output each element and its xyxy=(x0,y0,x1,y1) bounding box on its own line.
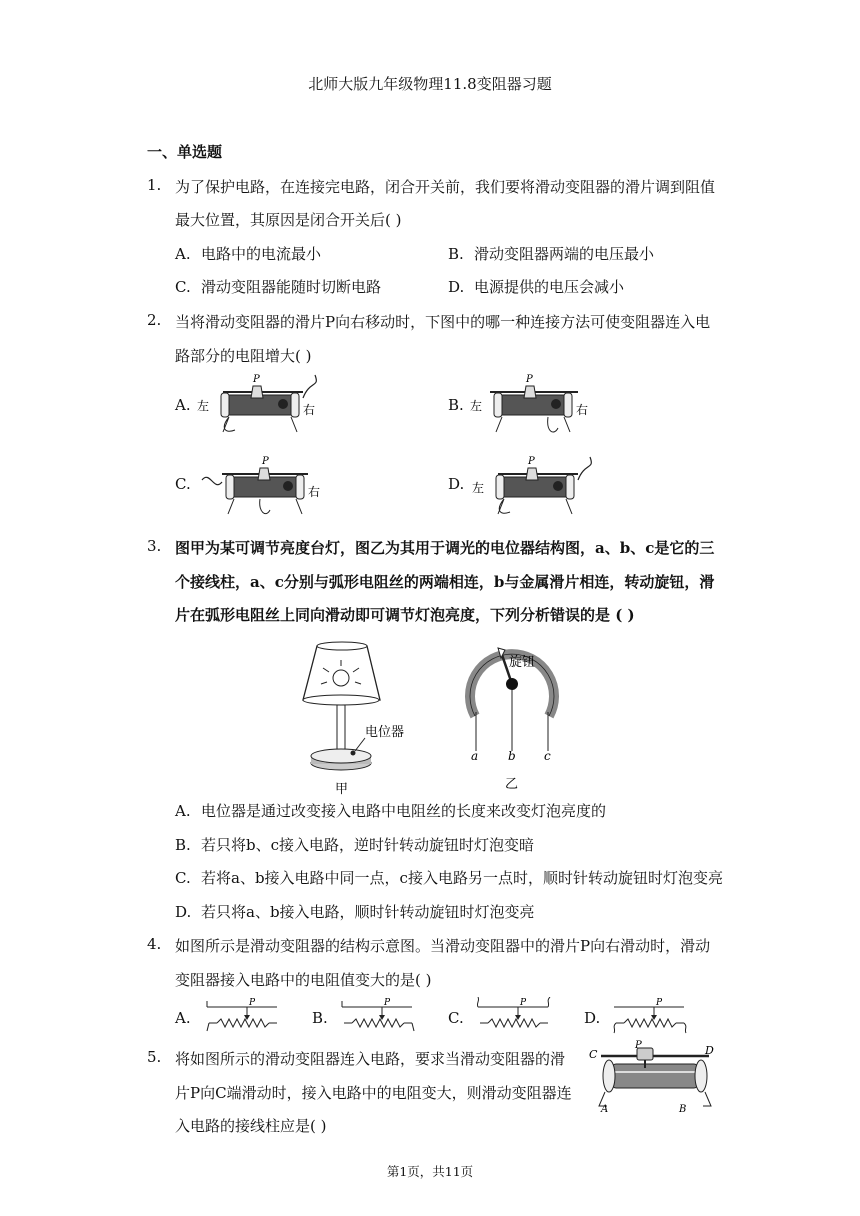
svg-text:C: C xyxy=(589,1048,598,1061)
q3-figure-potentiometer xyxy=(455,636,570,796)
q2-figure-b xyxy=(468,370,598,440)
q1-option-a: A. 电路中的电流最小 xyxy=(175,245,322,263)
q3-figure-lamp xyxy=(295,638,420,798)
q1-option-c: C. 滑动变阻器能随时切断电路 xyxy=(175,278,382,296)
q3-option-a: A. 电位器是通过改变接入电路中电阻丝的长度来改变灯泡亮度的 xyxy=(175,802,607,820)
svg-text:P: P xyxy=(526,374,533,385)
q4-number: 4. xyxy=(147,935,162,953)
q2-number: 2. xyxy=(147,311,162,329)
svg-text:左: 左 xyxy=(470,399,483,413)
svg-text:b: b xyxy=(508,749,516,763)
svg-text:D: D xyxy=(705,1044,714,1057)
svg-text:右: 右 xyxy=(576,403,589,417)
svg-text:电位器: 电位器 xyxy=(365,725,405,740)
q3-option-d: D. 若只将a、b接入电路，顺时针转动旋钮时灯泡变亮 xyxy=(175,903,535,921)
q5-text-line2: 片P向C端滑动时，接入电路中的电阻变大，则滑动变阻器连 xyxy=(175,1084,572,1102)
q4-figure-b xyxy=(338,997,418,1035)
q3-option-c: C. 若将a、b接入电路中同一点，c接入电路另一点时，顺时针转动旋钮时灯泡变亮 xyxy=(175,869,723,887)
svg-text:P: P xyxy=(262,456,269,467)
q5-text-line1: 将如图所示的滑动变阻器连入电路，要求当滑动变阻器的滑 xyxy=(175,1050,566,1068)
svg-text:P: P xyxy=(384,998,391,1008)
q4-option-d-label: D. xyxy=(584,1009,601,1027)
svg-text:右: 右 xyxy=(308,485,321,499)
q4-option-b-label: B. xyxy=(312,1009,328,1027)
q3-option-b: B. 若只将b、c接入电路，逆时针转动旋钮时灯泡变暗 xyxy=(175,836,535,854)
svg-text:c: c xyxy=(544,749,551,763)
svg-text:旋钮: 旋钮 xyxy=(509,655,536,670)
q2-option-c-label: C. xyxy=(175,475,191,493)
q4-text-line2: 变阻器接入电路中的电阻值变大的是( ) xyxy=(175,971,432,989)
q2-option-b-label: B. xyxy=(448,396,464,414)
q3-text-line1: 图甲为某可调节亮度台灯，图乙为其用于调光的电位器结构图，a、b、c是它的三 xyxy=(175,539,715,557)
q4-option-a-label: A. xyxy=(175,1009,191,1027)
svg-text:P: P xyxy=(528,456,535,467)
q1-option-d: D. 电源提供的电压会减小 xyxy=(448,278,625,296)
q2-option-d-label: D. xyxy=(448,475,465,493)
q1-option-b: B. 滑动变阻器两端的电压最小 xyxy=(448,245,655,263)
q2-option-a-label: A. xyxy=(175,396,191,414)
svg-text:乙: 乙 xyxy=(505,777,519,792)
page-footer: 第1页，共11页 xyxy=(386,1164,474,1179)
q4-option-c-label: C. xyxy=(448,1009,464,1027)
document-title: 北师大版九年级物理11.8变阻器习题 xyxy=(308,75,552,93)
svg-text:左: 左 xyxy=(472,481,485,495)
q3-number: 3. xyxy=(147,537,162,555)
q2-figure-c xyxy=(200,452,330,522)
q2-text-line1: 当将滑动变阻器的滑片P向右移动时，下图中的哪一种连接方法可使变阻器连入电 xyxy=(175,313,711,331)
q4-figure-a xyxy=(203,997,283,1035)
q1-number: 1. xyxy=(147,176,162,194)
q4-text-line1: 如图所示是滑动变阻器的结构示意图。当滑动变阻器中的滑片P向右滑动时，滑动 xyxy=(175,937,711,955)
q2-figure-a xyxy=(195,370,325,440)
q5-number: 5. xyxy=(147,1048,162,1066)
q4-figure-c xyxy=(474,997,554,1035)
svg-text:P: P xyxy=(520,998,527,1008)
svg-text:P: P xyxy=(249,998,256,1008)
q5-figure-rheostat xyxy=(587,1040,722,1115)
svg-text:P: P xyxy=(253,374,260,385)
svg-text:P: P xyxy=(635,1040,642,1051)
q1-text-line1: 为了保护电路，在连接完电路，闭合开关前，我们要将滑动变阻器的滑片调到阻值 xyxy=(175,178,716,196)
svg-text:a: a xyxy=(471,749,479,763)
q2-figure-d xyxy=(470,452,600,522)
svg-text:B: B xyxy=(679,1104,687,1115)
q3-text-line3: 片在弧形电阻丝上同向滑动即可调节灯泡亮度，下列分析错误的是 ( ) xyxy=(175,606,635,624)
svg-text:右: 右 xyxy=(303,403,316,417)
svg-text:A: A xyxy=(601,1104,609,1115)
section-heading: 一、单选题 xyxy=(147,143,223,161)
q4-figure-d xyxy=(610,997,690,1035)
q3-text-line2: 个接线柱，a、c分别与弧形电阻丝的两端相连，b与金属滑片相连，转动旋钮，滑 xyxy=(175,573,715,591)
svg-text:P: P xyxy=(656,998,663,1008)
q1-text-line2: 最大位置，其原因是闭合开关后( ) xyxy=(175,211,402,229)
svg-text:甲: 甲 xyxy=(335,782,349,797)
svg-text:左: 左 xyxy=(197,399,210,413)
q5-text-line3: 入电路的接线柱应是( ) xyxy=(175,1117,327,1135)
q2-text-line2: 路部分的电阻增大( ) xyxy=(175,347,312,365)
